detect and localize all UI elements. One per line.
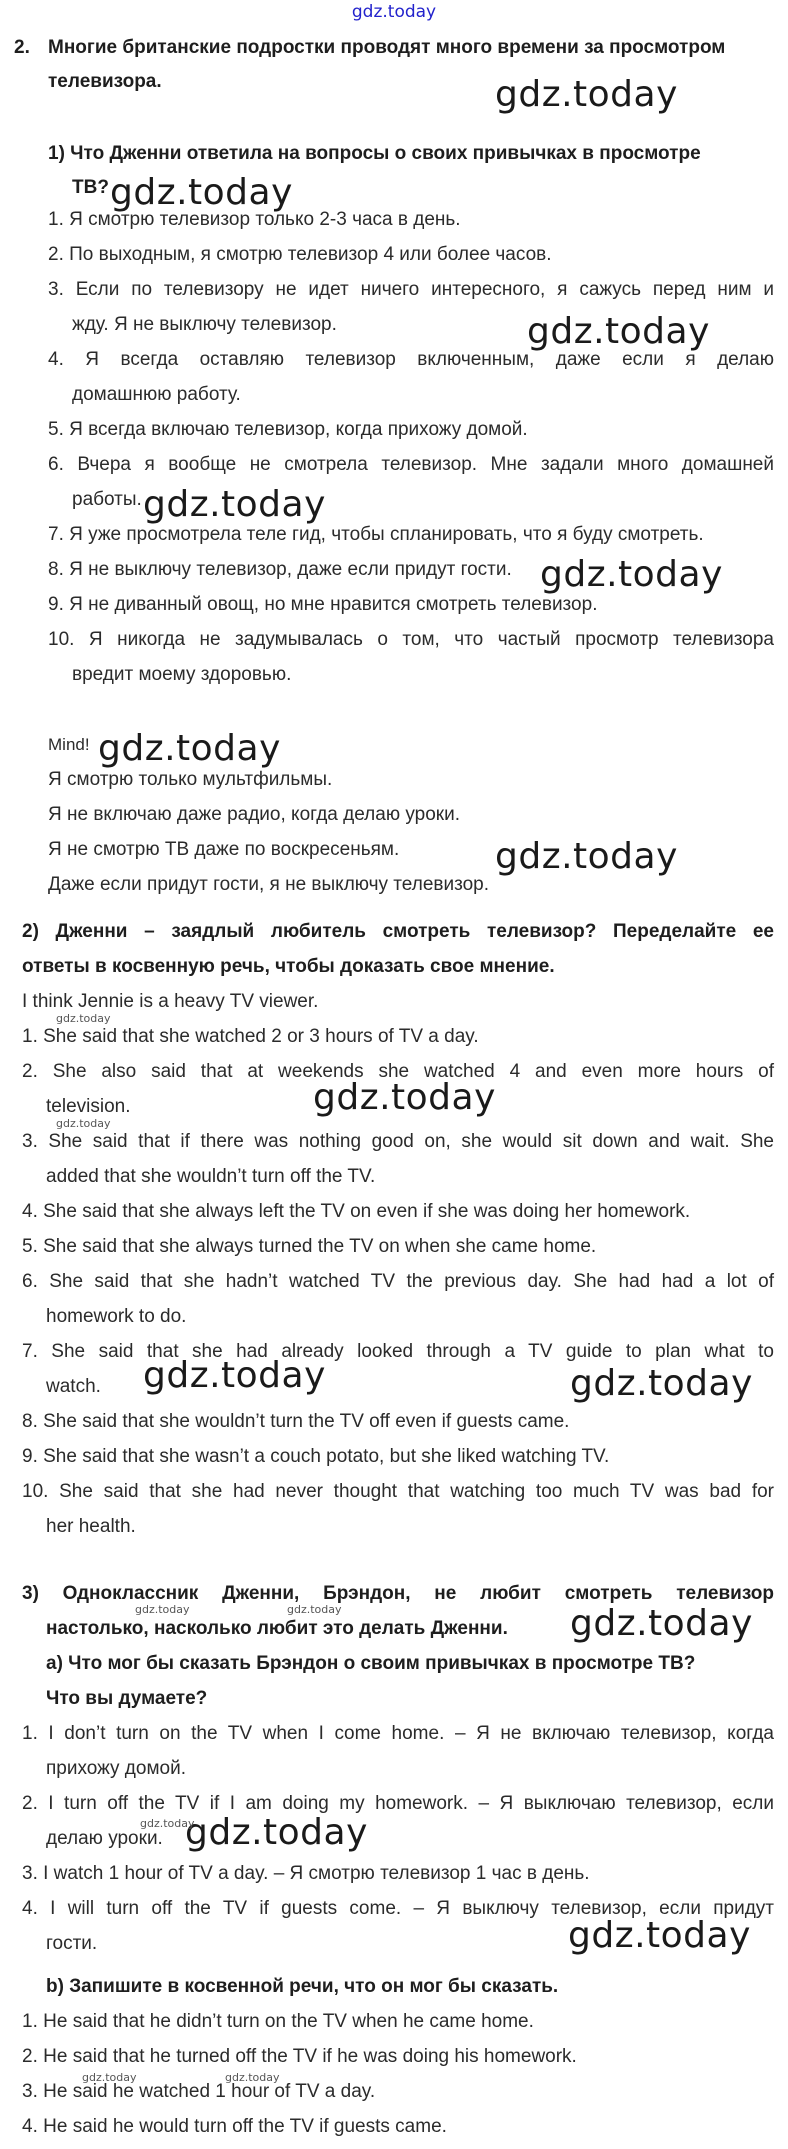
part2-item: 6. She said that she hadn’t watched TV the previous day. She had had a lot of (22, 1271, 774, 1292)
part3a-item: делаю уроки. (46, 1828, 163, 1849)
task-title-line-2: телевизора. (48, 71, 162, 92)
part2-heading-line-2: ответы в косвенную речь, чтобы доказать свое мнение. (22, 956, 555, 977)
part3-subheading-a-line-1: a) Что мог бы сказать Брэндон о своим привычках в просмотре ТВ? (46, 1653, 696, 1674)
part1-item: вредит моему здоровью. (72, 664, 292, 685)
watermark-small: gdz.today (135, 1603, 190, 1616)
mind-item: Я смотрю только мультфильмы. (48, 769, 333, 790)
watermark-small: gdz.today (287, 1603, 342, 1616)
watermark-top: gdz.today (351, 2, 437, 22)
part3b-item: 3. He said he watched 1 hour of TV a day. (22, 2081, 376, 2102)
part2-item: 3. She said that if there was nothing good on, she would sit down and wait. She (22, 1131, 774, 1152)
part3b-item: 4. He said he would turn off the TV if guests came. (22, 2116, 447, 2137)
part1-item: 5. Я всегда включаю телевизор, когда прихожу домой. (48, 419, 528, 440)
part2-item: 1. She said that she watched 2 or 3 hours of TV a day. (22, 1026, 479, 1047)
watermark-small: gdz.today (225, 2071, 280, 2084)
part2-item: 8. She said that she wouldn’t turn the TV off even if guests came. (22, 1411, 570, 1432)
part1-item: 7. Я уже просмотрела теле гид, чтобы спланировать, что я буду смотреть. (48, 524, 704, 545)
watermark: gdz.today (143, 484, 326, 525)
mind-item: Даже если придут гости, я не выключу телевизор. (48, 874, 489, 895)
mind-item: Я не включаю даже радио, когда делаю уроки. (48, 804, 460, 825)
mind-label: Mind! (48, 735, 90, 754)
part2-item: 10. She said that she had never thought that watching too much TV was bad for (22, 1481, 774, 1502)
part1-heading-line-2: ТВ? (72, 177, 109, 198)
part2-intro: I think Jennie is a heavy TV viewer. (22, 991, 319, 1012)
part3-heading-line-1: 3) Одноклассник Дженни, Брэндон, не любит смотреть телевизор (22, 1583, 774, 1604)
part2-item: 7. She said that she had already looked through a TV guide to plan what to (22, 1341, 774, 1362)
watermark: gdz.today (495, 74, 678, 115)
mind-item: Я не смотрю ТВ даже по воскресеньям. (48, 839, 400, 860)
part2-heading-line-1: 2) Дженни – заядлый любитель смотреть телевизор? Переделайте ее (22, 921, 774, 942)
part1-item: 2. По выходным, я смотрю телевизор 4 или более часов. (48, 244, 552, 265)
watermark: gdz.today (143, 1355, 326, 1396)
part3-heading-line-2: настолько, насколько любит это делать Дженни. (46, 1618, 508, 1639)
part3-subheading-b: b) Запишите в косвенной речи, что он мог бы сказать. (46, 1976, 559, 1997)
part3a-item: 2. I turn off the TV if I am doing my homework. – Я выключаю телевизор, если (22, 1793, 774, 1814)
part1-heading-line-1: 1) Что Дженни ответила на вопросы о своих привычках в просмотре (48, 143, 701, 164)
task-number: 2. (14, 37, 30, 58)
part1-item: домашнюю работу. (72, 384, 241, 405)
part1-item: 1. Я смотрю телевизор только 2-3 часа в день. (48, 209, 461, 230)
watermark: gdz.today (527, 311, 710, 352)
part3a-item: 4. I will turn off the TV if guests come. – Я выключу телевизор, если придут (22, 1898, 774, 1919)
part3a-item: гости. (46, 1933, 98, 1954)
part1-item: 4. Я всегда оставляю телевизор включенным, даже если я делаю (48, 349, 774, 370)
part1-item: 3. Если по телевизору не идет ничего интересного, я сажусь перед ним и (48, 279, 774, 300)
watermark: gdz.today (570, 1603, 753, 1644)
part1-item: работы. (72, 489, 142, 510)
part1-item: 9. Я не диванный овощ, но мне нравится смотреть телевизор. (48, 594, 598, 615)
part2-item: television. (46, 1096, 131, 1117)
watermark-small: gdz.today (56, 1012, 111, 1025)
part1-item: жду. Я не выключу телевизор. (72, 314, 337, 335)
watermark-small: gdz.today (82, 2071, 137, 2084)
part2-item: 2. She also said that at weekends she watched 4 and even more hours of (22, 1061, 774, 1082)
watermark: gdz.today (540, 554, 723, 595)
part2-item: watch. (46, 1376, 101, 1397)
watermark-small: gdz.today (56, 1117, 111, 1130)
watermark: gdz.today (98, 728, 281, 769)
part3b-item: 1. He said that he didn’t turn on the TV when he came home. (22, 2011, 534, 2032)
watermark: gdz.today (185, 1812, 368, 1853)
watermark: gdz.today (568, 1915, 751, 1956)
part2-item: her health. (46, 1516, 136, 1537)
part2-item: added that she wouldn’t turn off the TV. (46, 1166, 376, 1187)
part2-item: homework to do. (46, 1306, 187, 1327)
part2-item: 9. She said that she wasn’t a couch potato, but she liked watching TV. (22, 1446, 610, 1467)
watermark: gdz.today (110, 172, 293, 213)
watermark: gdz.today (570, 1363, 753, 1404)
task-title-line-1: Многие британские подростки проводят много времени за просмотром (48, 37, 726, 58)
part1-item: 10. Я никогда не задумывалась о том, что частый просмотр телевизора (48, 629, 774, 650)
part1-item: 6. Вчера я вообще не смотрела телевизор. Мне задали много домашней (48, 454, 774, 475)
watermark: gdz.today (313, 1077, 496, 1118)
part3a-item: прихожу домой. (46, 1758, 186, 1779)
part3-subheading-a-line-2: Что вы думаете? (46, 1688, 208, 1709)
part3b-item: 2. He said that he turned off the TV if he was doing his homework. (22, 2046, 577, 2067)
part3a-item: 3. I watch 1 hour of TV a day. – Я смотрю телевизор 1 час в день. (22, 1863, 590, 1884)
part2-item: 4. She said that she always left the TV on even if she was doing her homework. (22, 1201, 691, 1222)
watermark-small: gdz.today (140, 1817, 195, 1830)
part1-item: 8. Я не выключу телевизор, даже если придут гости. (48, 559, 512, 580)
watermark: gdz.today (495, 836, 678, 877)
part3a-item: 1. I don’t turn on the TV when I come home. – Я не включаю телевизор, когда (22, 1723, 774, 1744)
part2-item: 5. She said that she always turned the TV on when she came home. (22, 1236, 597, 1257)
